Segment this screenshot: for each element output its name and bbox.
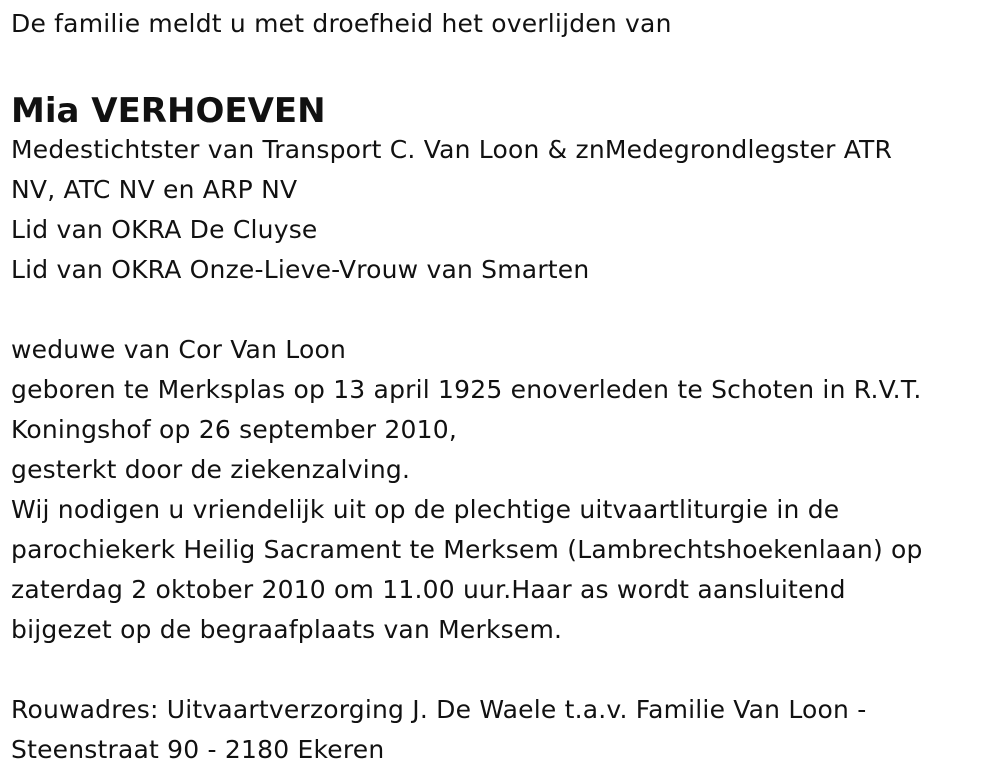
details-block bbox=[11, 330, 1000, 650]
spacer bbox=[11, 290, 1000, 330]
detail-line: Koningshof op 26 september 2010, bbox=[11, 415, 457, 444]
title-line: Medestichtster van Transport C. Van Loon & znMedegrondlegster ATR bbox=[11, 135, 893, 164]
title-line: Lid van OKRA Onze-Lieve-Vrouw van Smarten bbox=[11, 255, 590, 284]
detail-line: gesterkt door de ziekenzalving. bbox=[11, 455, 411, 484]
detail-line: parochiekerk Heilig Sacrament te Merksem (Lambrechtshoekenlaan) op bbox=[11, 535, 923, 564]
intro-text: De familie meldt u met droefheid het overlijden van bbox=[11, 9, 672, 38]
spacer bbox=[11, 44, 1000, 84]
detail-line: bijgezet op de begraafplaats van Merksem. bbox=[11, 615, 563, 644]
title-line: NV, ATC NV en ARP NV bbox=[11, 175, 298, 204]
detail-line: geboren te Merksplas op 13 april 1925 enoverleden te Schoten in R.V.T. bbox=[11, 375, 922, 404]
spacer bbox=[11, 650, 1000, 690]
detail-line: weduwe van Cor Van Loon bbox=[11, 335, 346, 364]
address-line: Rouwadres: Uitvaartverzorging J. De Waele t.a.v. Familie Van Loon - bbox=[11, 695, 867, 724]
titles-block bbox=[11, 130, 1000, 290]
detail-line: zaterdag 2 oktober 2010 om 11.00 uur.Haar as wordt aansluitend bbox=[11, 575, 846, 604]
address-block bbox=[11, 690, 1000, 770]
detail-line: Wij nodigen u vriendelijk uit op de plechtige uitvaartliturgie in de bbox=[11, 495, 840, 524]
deceased-name: Mia VERHOEVEN bbox=[11, 91, 326, 131]
title-line: Lid van OKRA De Cluyse bbox=[11, 215, 318, 244]
address-line: Steenstraat 90 - 2180 Ekeren bbox=[11, 735, 385, 764]
